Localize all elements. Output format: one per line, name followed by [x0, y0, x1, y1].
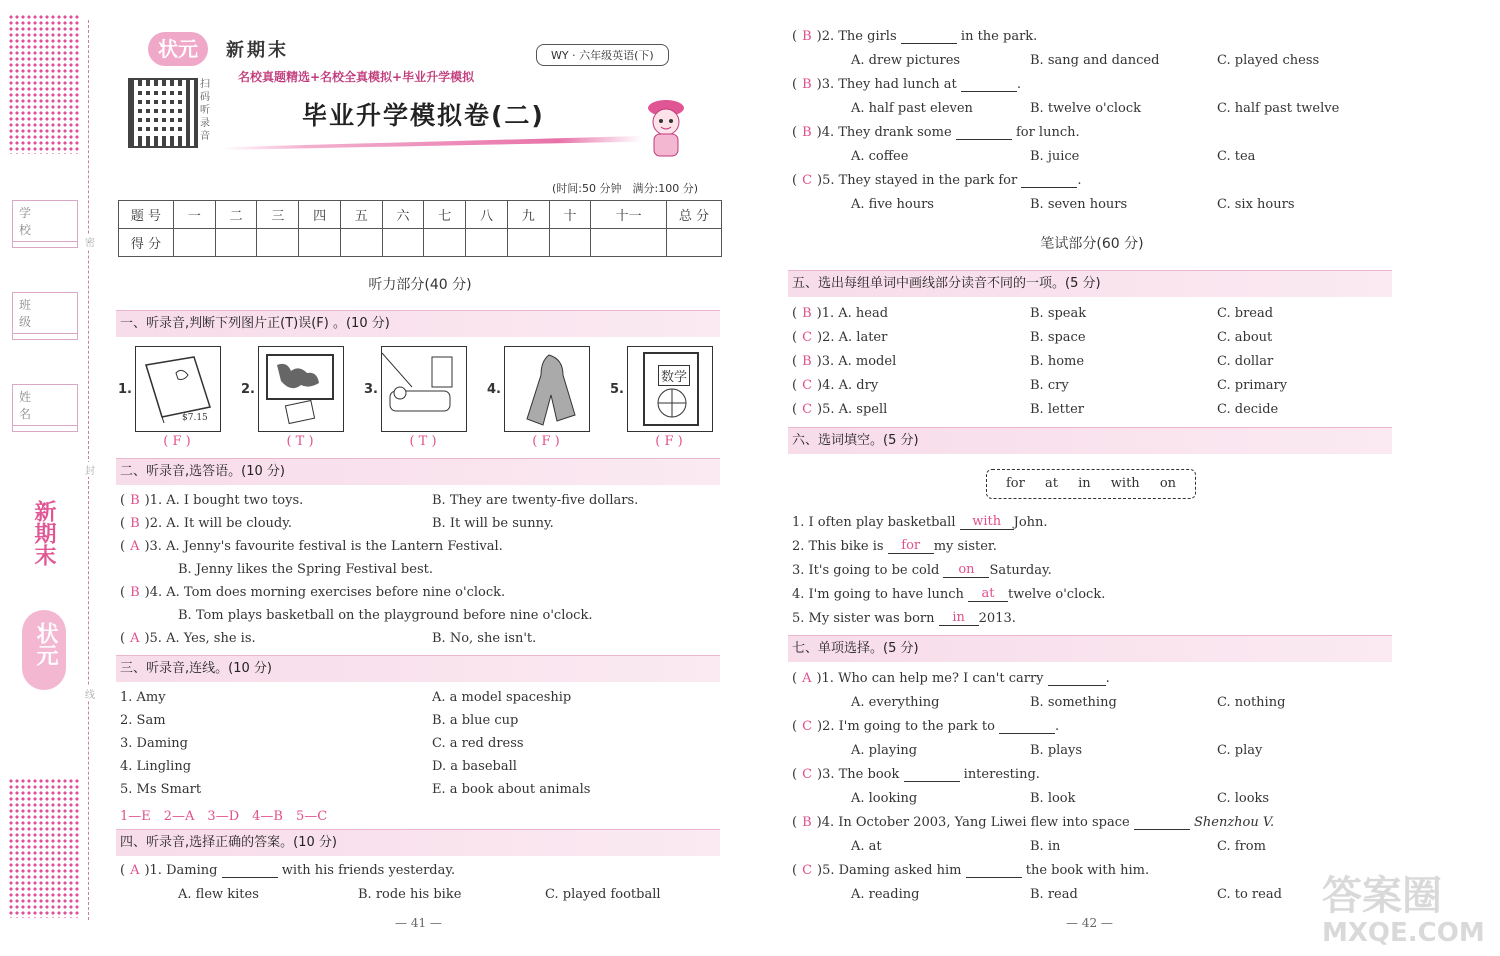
score-col: 三 — [257, 201, 299, 229]
name-field[interactable] — [12, 384, 78, 432]
answer-choice: C — [802, 378, 813, 393]
answer-blank[interactable] — [961, 91, 1017, 92]
section-3-title: 三、听录音,连线。(10 分) — [116, 655, 720, 682]
question-row: ( B )4. A. Tom does morning exercises before nine o'clock. — [120, 585, 506, 600]
score-col: 十 — [549, 201, 591, 229]
question-text: )1. Who can help me? I can't carry — [816, 671, 1044, 686]
question-row: ( B )4. In October 2003, Yang Liwei flew into space Shenzhou V. — [792, 815, 1275, 830]
score-cell[interactable] — [215, 229, 257, 257]
option-a: )5. A. Yes, she is. — [144, 631, 256, 646]
picture-answer: ( F ) — [532, 434, 560, 449]
decor-dot-grid-bottom — [8, 778, 80, 918]
score-label-number: 题 号 — [119, 201, 174, 229]
score-cell[interactable] — [549, 229, 591, 257]
option-c: C. primary — [1217, 378, 1288, 393]
question-row: ( C )5. Daming asked him the book with him. — [792, 863, 1150, 878]
answer-choice: B — [802, 29, 812, 44]
logo-badge — [148, 32, 208, 66]
option-b: B. cry — [1030, 378, 1069, 393]
option: C. to read — [1217, 887, 1282, 902]
question-text: )4. In October 2003, Yang Liwei flew into space — [816, 815, 1130, 830]
decor-dot-grid-top — [8, 14, 80, 154]
picture-coat — [504, 346, 590, 432]
score-col: 五 — [340, 201, 382, 229]
option-b: B. They are twenty-five dollars. — [432, 493, 639, 508]
fill-text-end: twelve o'clock. — [1008, 587, 1106, 602]
option: B. seven hours — [1030, 197, 1128, 212]
option-c: C. dollar — [1217, 354, 1274, 369]
writing-heading: 笔试部分(60 分) — [1040, 236, 1144, 252]
option: A. half past eleven — [851, 101, 973, 116]
question-row: ( A )5. A. Yes, she is. — [120, 631, 256, 646]
fill-text: 4. I'm going to have lunch — [792, 587, 964, 602]
section-4-title: 四、听录音,选择正确的答案。(10 分) — [116, 829, 720, 856]
score-col: 九 — [507, 201, 549, 229]
question-text-end: the book with him. — [1025, 863, 1150, 878]
question-text-end: with his friends yesterday. — [281, 863, 456, 878]
option-a: )3. A. model — [816, 354, 897, 369]
section-1-title: 一、听录音,判断下列图片正(T)误(F) 。(10 分) — [116, 310, 720, 337]
option-c: C. decide — [1217, 402, 1279, 417]
school-label: 学 校 — [13, 201, 77, 242]
answer-choice: B — [802, 815, 812, 830]
picture-number: 2. — [241, 382, 255, 397]
option: C. played football — [545, 887, 661, 902]
answer-blank[interactable] — [1134, 829, 1190, 830]
logo-text: 新期末 — [226, 40, 289, 61]
picture-sleeping — [381, 346, 467, 432]
score-col: 七 — [424, 201, 466, 229]
score-label-points: 得 分 — [119, 229, 174, 257]
option: B. twelve o'clock — [1030, 101, 1142, 116]
fill-text-end: my sister. — [933, 539, 997, 554]
page-number-right: — 42 — — [1066, 916, 1113, 930]
picture-book — [135, 346, 221, 432]
section-2-title: 二、听录音,选答语。(10 分) — [116, 458, 720, 485]
watermark-logo: 答案圈 — [1322, 873, 1442, 919]
question-row: ( C )4. A. dry — [792, 378, 879, 393]
match-left: 1. Amy — [120, 690, 166, 705]
question-row: ( B )2. A. It will be cloudy. — [120, 516, 292, 531]
option: B. plays — [1030, 743, 1083, 758]
question-text-end: interesting. — [963, 767, 1040, 782]
question-text: )1. Daming — [144, 863, 218, 878]
option-a: )2. A. It will be cloudy. — [144, 516, 292, 531]
score-cell[interactable] — [507, 229, 549, 257]
option-a: )2. A. later — [817, 330, 888, 345]
score-cell[interactable] — [466, 229, 508, 257]
seal-char-1: 密 — [85, 234, 95, 249]
fill-text: 5. My sister was born — [792, 611, 935, 626]
question-text-end: for lunch. — [1015, 125, 1080, 140]
question-text: )5. They stayed in the park for — [817, 173, 1018, 188]
option: A. playing — [851, 743, 918, 758]
picture-answer: ( F ) — [163, 434, 191, 449]
question-text-end: . — [1016, 77, 1021, 92]
option: C. tea — [1217, 149, 1256, 164]
score-col: 六 — [382, 201, 424, 229]
question-row: ( C )5. A. spell — [792, 402, 888, 417]
option: A. five hours — [851, 197, 934, 212]
fill-text-end: John. — [1013, 515, 1048, 530]
match-right: A. a model spaceship — [432, 690, 572, 705]
question-text: )4. They drank some — [816, 125, 952, 140]
option-b: B. It will be sunny. — [432, 516, 554, 531]
header-subtitle: 名校真题精选+名校全真模拟+毕业升学模拟 — [238, 70, 475, 84]
section-6-title: 六、选词填空。(5 分) — [788, 427, 1392, 454]
option: A. looking — [851, 791, 918, 806]
sleeping-icon — [382, 347, 466, 431]
answer-choice: A — [130, 631, 140, 646]
answer-choice: B — [130, 585, 140, 600]
option: B. juice — [1030, 149, 1080, 164]
question-row: ( B )1. A. I bought two toys. — [120, 493, 304, 508]
question-text: )2. The girls — [816, 29, 897, 44]
option: A. coffee — [851, 149, 909, 164]
option: B. something — [1030, 695, 1117, 710]
question-text: )3. They had lunch at — [816, 77, 957, 92]
logo-badge-text: 状元 — [158, 37, 198, 61]
qr-inner — [136, 86, 186, 136]
section-7-title: 七、单项选择。(5 分) — [788, 635, 1392, 662]
coat-icon — [505, 347, 589, 431]
question-text-end: . — [1105, 671, 1110, 686]
question-row: ( B )2. The girls in the park. — [792, 29, 1038, 44]
score-cell[interactable] — [667, 229, 722, 257]
school-field[interactable] — [12, 200, 78, 248]
option: A. flew kites — [178, 887, 259, 902]
answer-choice: B — [802, 354, 812, 369]
answer-choice: B — [802, 306, 812, 321]
answer-choice: B — [802, 125, 812, 140]
question-text-end: . — [1077, 173, 1082, 188]
fill-blank[interactable]: on — [943, 562, 989, 578]
fill-row — [792, 538, 997, 554]
word-bank — [986, 469, 1196, 499]
option-b: B. speak — [1030, 306, 1087, 321]
match-left: 5. Ms Smart — [120, 782, 202, 797]
match-left: 4. Lingling — [120, 759, 192, 774]
option-b: B. No, she isn't. — [432, 631, 537, 646]
fill-row — [792, 586, 1105, 602]
match-right: D. a baseball — [432, 759, 517, 774]
score-cell[interactable] — [382, 229, 424, 257]
answer-choice: C — [802, 863, 813, 878]
match-answer: 1—E 2—A 3—D 4—B 5—C — [120, 809, 328, 824]
answer-choice: C — [802, 173, 813, 188]
fill-row — [792, 610, 1016, 626]
option-a: )4. A. Tom does morning exercises before nine o'clock. — [144, 585, 506, 600]
score-col: 十一 — [591, 201, 667, 229]
picture-answer: ( T ) — [286, 434, 314, 449]
score-row-numbers — [119, 201, 722, 229]
question-text-end: in the park. — [960, 29, 1038, 44]
score-col: 总 分 — [667, 201, 722, 229]
map-icon — [259, 347, 343, 431]
score-table — [118, 200, 722, 257]
section-5-title: 五、选出每组单词中画线部分读音不同的一项。(5 分) — [788, 270, 1392, 297]
question-row: ( C )3. The book interesting. — [792, 767, 1040, 782]
question-text-end: Shenzhou V. — [1193, 815, 1275, 830]
score-cell[interactable] — [299, 229, 341, 257]
brand-vertical: 新期末 — [31, 500, 56, 566]
title-underline — [222, 136, 642, 150]
class-field[interactable] — [12, 292, 78, 340]
score-cell[interactable] — [174, 229, 216, 257]
brand-vertical-2: 状元 — [33, 622, 58, 666]
mascot-icon — [640, 96, 692, 158]
picture-number: 3. — [364, 382, 378, 397]
match-right: B. a blue cup — [432, 713, 519, 728]
question-row: ( C )2. I'm going to the park to . — [792, 719, 1060, 734]
option-a: )1. A. I bought two toys. — [144, 493, 304, 508]
question-text: )3. The book — [817, 767, 900, 782]
question-row: ( C )2. A. later — [792, 330, 888, 345]
picture-number: 4. — [487, 382, 501, 397]
name-label: 姓 名 — [13, 385, 77, 426]
option-a: )3. A. Jenny's favourite festival is the Lantern Festival. — [144, 539, 503, 554]
question-row: ( B )3. A. model — [792, 354, 897, 369]
option-b: B. letter — [1030, 402, 1085, 417]
option-a: )1. A. head — [816, 306, 889, 321]
match-right: C. a red dress — [432, 736, 524, 751]
word-bank-item: on — [1159, 476, 1177, 491]
picture-number: 5. — [610, 382, 624, 397]
option: B. rode his bike — [358, 887, 462, 902]
option: C. play — [1217, 743, 1263, 758]
watermark-url: MXQE.COM — [1322, 918, 1485, 948]
picture-number: 1. — [118, 382, 132, 397]
score-row-points — [119, 229, 722, 257]
word-bank-item: at — [1044, 476, 1058, 491]
option: A. reading — [851, 887, 920, 902]
fill-text-end: Saturday. — [989, 563, 1052, 578]
answer-blank[interactable] — [966, 877, 1022, 878]
fill-text: 2. This bike is — [792, 539, 884, 554]
question-text-end: . — [1055, 719, 1060, 734]
answer-choice: C — [802, 767, 813, 782]
option-b: B. Tom plays basketball on the playground before nine o'clock. — [178, 608, 593, 623]
score-col: 八 — [466, 201, 508, 229]
time-info: (时间:50 分钟 满分:100 分) — [552, 182, 698, 195]
option-c: C. bread — [1217, 306, 1274, 321]
answer-blank[interactable] — [999, 733, 1055, 734]
option: C. looks — [1217, 791, 1270, 806]
question-row: ( C )5. They stayed in the park for . — [792, 173, 1082, 188]
seal-char-3: 线 — [85, 686, 95, 701]
score-col: 四 — [299, 201, 341, 229]
match-left: 2. Sam — [120, 713, 166, 728]
class-label: 班 级 — [13, 293, 77, 334]
question-row: ( B )3. They had lunch at . — [792, 77, 1021, 92]
picture-answer: ( F ) — [655, 434, 683, 449]
score-cell[interactable] — [591, 229, 667, 257]
book-price: $7.15 — [182, 413, 208, 423]
answer-blank[interactable] — [222, 877, 278, 878]
option-a: )5. A. spell — [817, 402, 888, 417]
answer-blank[interactable] — [1021, 187, 1077, 188]
question-row: ( B )4. They drank some for lunch. — [792, 125, 1080, 140]
option: B. read — [1030, 887, 1078, 902]
option: A. everything — [851, 695, 940, 710]
word-bank-item: with — [1110, 476, 1140, 491]
fill-blank[interactable]: in — [939, 610, 979, 626]
option: C. six hours — [1217, 197, 1295, 212]
match-right: E. a book about animals — [432, 782, 591, 797]
answer-choice: C — [802, 330, 813, 345]
question-row: ( A )1. Daming with his friends yesterday. — [120, 863, 456, 878]
answer-choice: A — [130, 863, 140, 878]
score-col: 一 — [174, 201, 216, 229]
answer-blank[interactable] — [904, 781, 960, 782]
question-row: ( A )3. A. Jenny's favourite festival is the Lantern Festival. — [120, 539, 503, 554]
question-text: )5. Daming asked him — [817, 863, 962, 878]
option: B. sang and danced — [1030, 53, 1160, 68]
answer-choice: A — [802, 671, 812, 686]
question-row: ( A )1. Who can help me? I can't carry . — [792, 671, 1110, 686]
answer-blank[interactable] — [1048, 685, 1106, 686]
answer-choice: C — [802, 719, 813, 734]
math-book-icon — [628, 347, 712, 431]
word-bank-item: in — [1078, 476, 1091, 491]
score-col: 二 — [215, 201, 257, 229]
question-text: )2. I'm going to the park to — [817, 719, 995, 734]
qr-caption: 扫码听录音 — [200, 79, 210, 142]
option-b: B. home — [1030, 354, 1085, 369]
fill-blank[interactable]: for — [888, 538, 934, 554]
answer-choice: B — [802, 77, 812, 92]
option-b: B. space — [1030, 330, 1086, 345]
picture-math-book — [627, 346, 713, 432]
answer-blank[interactable] — [901, 43, 957, 44]
fill-blank[interactable]: at — [968, 586, 1008, 602]
qr-code[interactable] — [128, 78, 198, 148]
grade-tag: WY · 六年级英语(下) — [536, 44, 669, 66]
option-c: C. about — [1217, 330, 1273, 345]
fill-blank[interactable]: with — [960, 514, 1014, 530]
page-number-left: — 41 — — [395, 916, 442, 930]
word-bank-item: for — [1005, 476, 1025, 491]
score-cell[interactable] — [340, 229, 382, 257]
option-a: )4. A. dry — [817, 378, 879, 393]
question-row: ( B )1. A. head — [792, 306, 889, 321]
answer-choice: B — [130, 493, 140, 508]
option: B. look — [1030, 791, 1076, 806]
fill-row — [792, 514, 1048, 530]
option-b: B. Jenny likes the Spring Festival best. — [178, 562, 433, 577]
listening-heading: 听力部分(40 分) — [368, 277, 472, 293]
math-book-label: 数学 — [658, 365, 690, 386]
option: C. half past twelve — [1217, 101, 1340, 116]
answer-choice: C — [802, 402, 813, 417]
fill-text: 3. It's going to be cold — [792, 563, 940, 578]
match-left: 3. Daming — [120, 736, 188, 751]
fill-text-end: 2013. — [978, 611, 1016, 626]
answer-blank[interactable] — [956, 139, 1012, 140]
option: C. played chess — [1217, 53, 1320, 68]
option: C. nothing — [1217, 695, 1286, 710]
seal-char-2: 封 — [85, 462, 95, 477]
picture-answer: ( T ) — [409, 434, 437, 449]
score-cell[interactable] — [257, 229, 299, 257]
option: A. at — [851, 839, 882, 854]
fill-text: 1. I often play basketball — [792, 515, 956, 530]
option: C. from — [1217, 839, 1266, 854]
option: A. drew pictures — [851, 53, 961, 68]
option: B. in — [1030, 839, 1061, 854]
picture-map — [258, 346, 344, 432]
score-cell[interactable] — [424, 229, 466, 257]
fill-row — [792, 562, 1052, 578]
exam-title: 毕业升学模拟卷(二) — [302, 101, 545, 130]
answer-choice: A — [130, 539, 140, 554]
answer-choice: B — [130, 516, 140, 531]
